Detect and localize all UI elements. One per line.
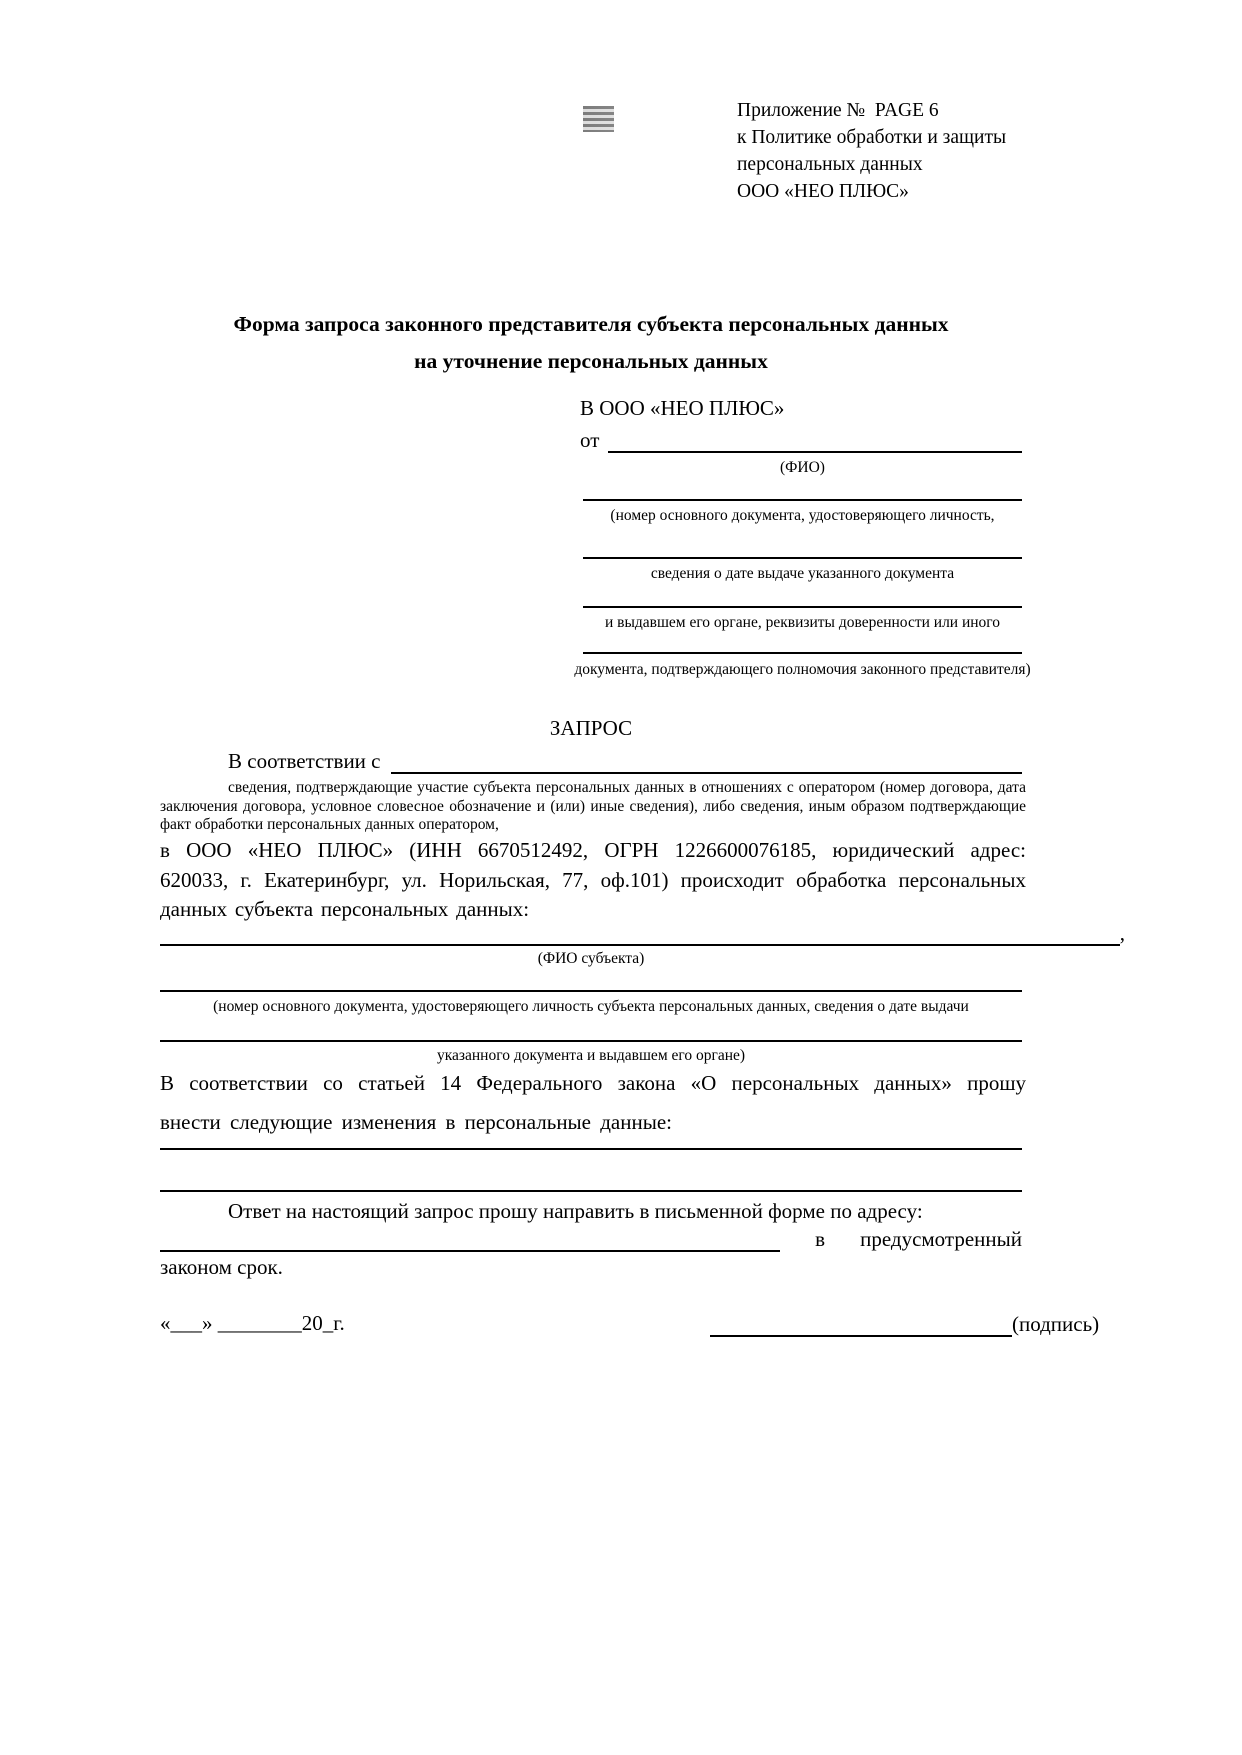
intro-label: В соответствии с (228, 749, 381, 773)
organization-name: ООО «НЕО ПЛЮС» (737, 181, 909, 202)
doc-issuer-blank-line (583, 606, 1022, 608)
signature-caption: (подпись) (1012, 1312, 1100, 1336)
subject-fio-row (160, 922, 1125, 946)
basis-blank-line (391, 772, 1023, 774)
policy-line-1: к Политике обработки и защиты (737, 127, 1007, 148)
changes-blank-line-2 (160, 1190, 1022, 1192)
request-heading: ЗАПРОС (549, 716, 633, 740)
subject-doc-blank-line-1 (160, 990, 1022, 992)
reply-tail-line-2: законом срок. (160, 1255, 283, 1279)
intro-row (160, 749, 1022, 774)
reply-tail-word-2: предусмотренный (860, 1227, 1022, 1251)
doc-date-caption: сведения о дате выдаче указанного документа (650, 565, 955, 582)
signature-blank-line (710, 1335, 1012, 1337)
reply-address-row (160, 1227, 1022, 1252)
title-line-2: на уточнение персональных данных (414, 348, 768, 373)
addressee-to-line: В ООО «НЕО ПЛЮС» (580, 396, 785, 420)
document-title (158, 306, 1024, 379)
subject-doc-caption-1: (номер основного документа, удостоверяющего личность субъекта персональных данных, сведения о дате выдачи (213, 998, 969, 1015)
reply-tail-word-1: в (815, 1227, 826, 1251)
doc-number-caption: (номер основного документа, удостоверяющего личность, (610, 507, 995, 524)
subject-fio-blank-line (160, 944, 1120, 946)
from-row (580, 429, 1022, 453)
authority-doc-blank-line (583, 652, 1022, 654)
subject-doc-caption-2: указанного документа и выдавшем его органе) (436, 1047, 746, 1064)
signature-row (710, 1311, 1099, 1337)
doc-number-blank-line (583, 499, 1022, 501)
doc-date-blank-line (583, 557, 1022, 559)
blurred-stamp-image (583, 106, 614, 132)
operator-info-paragraph: в ООО «НЕО ПЛЮС» (ИНН 6670512492, ОГРН 1226600076185, юридический адрес: 620033, г. Екатеринбург, ул. Норильская, 77, оф.101) происходит обработка персональных данных субъекта персональных данных: (160, 838, 1026, 921)
appendix-number-line: Приложение № PAGE 6 (737, 100, 939, 121)
authority-doc-caption: документа, подтверждающего полномочия законного представителя) (574, 661, 1031, 678)
appendix-header (737, 97, 1006, 205)
basis-note: сведения, подтверждающие участие субъекта персональных данных в отношениях с оператором (номер договора, дата заключения договора, условное словесное обозначение и (или) иные сведения), либо сведения, иным образом подтверждающие факт обработки персональных данных оператором, (160, 779, 1026, 833)
from-name-blank-line (608, 451, 1022, 453)
changes-blank-line-1 (160, 1148, 1022, 1150)
doc-issuer-caption: и выдавшем его органе, реквизиты доверенности или иного (604, 614, 1001, 631)
reply-address-blank-line (160, 1250, 780, 1252)
trailing-comma: , (1119, 921, 1125, 945)
from-label: от (580, 428, 600, 452)
fio-caption: (ФИО) (780, 459, 825, 476)
amendment-paragraph: В соответствии со статьей 14 Федерального закона «О персональных данных» прошу внести следующие изменения в персональные данные: (160, 1071, 1026, 1134)
subject-fio-caption: (ФИО субъекта) (537, 950, 645, 967)
subject-doc-blank-line-2 (160, 1040, 1022, 1042)
date-line: «___» ________20_г. (160, 1311, 345, 1335)
reply-request-paragraph: Ответ на настоящий запрос прошу направить в письменной форме по адресу: (228, 1199, 923, 1223)
policy-line-2: персональных данных (737, 154, 923, 175)
title-line-1: Форма запроса законного представителя субъекта персональных данных (233, 312, 949, 336)
